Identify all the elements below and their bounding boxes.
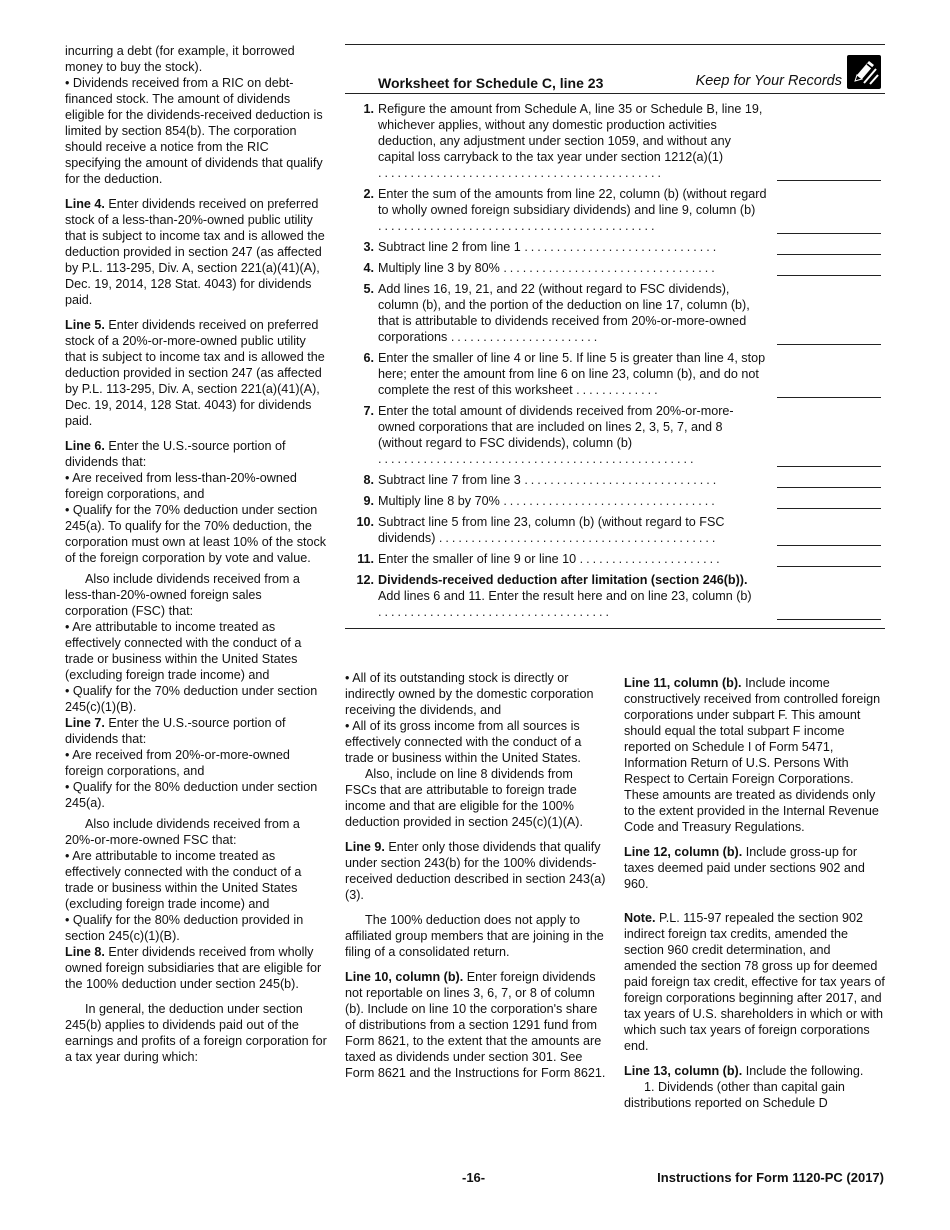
line4-heading: Line 4. (65, 197, 105, 211)
worksheet-line-number: 7. (363, 404, 374, 418)
line6-bullet-2: • Qualify for the 70% deduction under section 245(a). To qualify for the 70% deduction, the corporation must own at least 10% of the stock of the foreign corporation by vote and value. (65, 503, 327, 565)
worksheet-rows (345, 94, 885, 620)
line12-text: Include gross-up for taxes deemed paid under sections 902 and 960. (624, 845, 865, 891)
leader-dots: ............. (576, 383, 661, 397)
keep-for-records: Keep for Your Records (695, 73, 842, 89)
leader-dots: ........................................... (378, 219, 658, 233)
line9-more: The 100% deduction does not apply to affiliated group members that are joining in the filing of a consolidated return. (345, 913, 604, 959)
worksheet-line (345, 101, 768, 181)
worksheet-line (345, 551, 768, 567)
line7-paragraph (65, 715, 327, 747)
worksheet-line (345, 472, 768, 488)
line11-paragraph (624, 675, 886, 835)
line13-heading: Line 13, column (b). (624, 1064, 743, 1078)
line5-text: Enter dividends received on preferred stock of a 20%-or-more-owned public utility that is subject to income tax and is allowed the deduction provided in section 247 (as affected by P.L. 113-295, Div. A, section 221(a)(41)(A), Dec. 19, 2014, 128 Stat. 4043) for dividends paid. (65, 318, 325, 428)
line6-paragraph (65, 438, 327, 470)
worksheet-line (345, 514, 768, 546)
leader-dots: ................................. (503, 494, 718, 508)
worksheet-line-text: Subtract line 2 from line 1 (378, 240, 521, 254)
worksheet-bottom-rule (345, 628, 885, 629)
worksheet-title: Worksheet for Schedule C, line 23 (378, 75, 604, 91)
note-paragraph (624, 910, 886, 1054)
leader-dots: .............................. (524, 240, 720, 254)
worksheet (345, 44, 885, 629)
worksheet-line-text: Subtract line 5 from line 23, column (b) (without regard to FSC dividends) (378, 515, 725, 545)
records-pencil-icon (847, 55, 881, 89)
line8-general: In general, the deduction under section 245(b) applies to dividends paid out of the earnings and profits of a foreign corporation for a tax year during which: (65, 1002, 327, 1064)
line11-heading: Line 11, column (b). (624, 676, 742, 690)
worksheet-line-text: Refigure the amount from Schedule A, line 35 or Schedule B, line 19, whichever applies, without any domestic production activities deduction, any adjustment under section 1059, and without any capital loss carryback to the tax year under section 1212(a)(1) (378, 102, 763, 164)
worksheet-line (345, 260, 768, 276)
answer-field[interactable] (777, 233, 881, 234)
worksheet-line-number: 6. (363, 351, 374, 365)
line8-paragraph (65, 944, 327, 992)
answer-field[interactable] (777, 180, 881, 181)
middle-column (345, 670, 607, 1090)
line8-heading: Line 8. (65, 945, 105, 959)
line13-text: Include the following. (745, 1064, 864, 1078)
leader-dots: ............................................ (378, 166, 664, 180)
line13-item-1: 1. Dividends (other than capital gain distributions reported on Schedule D (624, 1080, 845, 1110)
line6-also: Also include dividends received from a less-than-20%-owned foreign sales corporation (FSC) that: (65, 572, 300, 618)
line6-text: Enter the U.S.-source portion of dividends that: (65, 439, 286, 469)
worksheet-line-text: Enter the smaller of line 4 or line 5. If line 5 is greater than line 4, stop here; enter the amount from line 6 on line 23, column (b), and do not complete the rest of this worksheet (378, 351, 766, 397)
also-include-fsc: Also, include on line 8 dividends from FSCs that are attributable to foreign trade income and that are eligible for the 100% deduction provided in section 245(c)(1)(A). (345, 767, 584, 829)
worksheet-line-number: 5. (363, 282, 374, 296)
note-heading: Note. (624, 911, 656, 925)
leader-dots: ................................................. (378, 452, 697, 466)
leader-dots: ....................... (450, 330, 601, 344)
left-column (65, 43, 327, 1074)
line12-paragraph (624, 844, 886, 892)
paragraph: incurring a debt (for example, it borrowed money to buy the stock). (65, 44, 295, 74)
worksheet-line-number: 1. (363, 102, 374, 116)
bullet-gross-income: • All of its gross income from all sources is effectively connected with the conduct of a trade or business within the United States. (345, 719, 582, 765)
answer-field[interactable] (777, 545, 881, 546)
answer-field[interactable] (777, 466, 881, 467)
answer-field[interactable] (777, 619, 881, 620)
worksheet-line-text: Subtract line 7 from line 3 (378, 473, 521, 487)
bullet-stock-owned: • All of its outstanding stock is directly or indirectly owned by the domestic corporation receiving the dividends, and (345, 671, 594, 717)
line7-bullet-3: • Are attributable to income treated as effectively connected with the conduct of a trade or business within the United States (excluding foreign trade income) and (65, 849, 302, 911)
worksheet-line (345, 239, 768, 255)
line10-paragraph (345, 969, 607, 1081)
worksheet-line-number: 10. (356, 515, 374, 529)
line9-text: Enter only those dividends that qualify under section 243(b) for the 100% dividends-received deduction described in section 243(a)(3). (345, 840, 606, 902)
line13-paragraph (624, 1063, 886, 1079)
line5-paragraph (65, 317, 327, 429)
leader-dots: .................................... (378, 605, 612, 619)
leader-dots: ........................................... (438, 531, 719, 545)
answer-field[interactable] (777, 566, 881, 567)
line11-text: Include income constructively received from controlled foreign corporations under subpart F. This amount should equal the total subpart F income reported on Schedule I of Form 5471, Information Return of U.S. Persons With Respect to Certain Foreign Corporations. These amounts are treated as dividends only to the extent provided in the Internal Revenue Code and Treasury Regulations. (624, 676, 881, 834)
leader-dots: ................................. (503, 261, 718, 275)
line7-heading: Line 7. (65, 716, 105, 730)
leader-dots: ...................... (579, 552, 723, 566)
worksheet-line-number: 8. (363, 473, 374, 487)
worksheet-line-text: Multiply line 8 by 70% (378, 494, 500, 508)
answer-field[interactable] (777, 254, 881, 255)
line9-heading: Line 9. (345, 840, 385, 854)
line6-bullet-4: • Qualify for the 70% deduction under section 245(c)(1)(B). (65, 684, 318, 714)
answer-field[interactable] (777, 487, 881, 488)
answer-field[interactable] (777, 275, 881, 276)
worksheet-line (345, 572, 768, 620)
worksheet-line (345, 281, 768, 345)
worksheet-line-text: Multiply line 3 by 80% (378, 261, 500, 275)
line7-bullet-2: • Qualify for the 80% deduction under section 245(a). (65, 780, 318, 810)
worksheet-line (345, 186, 768, 234)
worksheet-line (345, 403, 768, 467)
worksheet-line-number: 11. (357, 552, 374, 566)
leader-dots: .............................. (524, 473, 720, 487)
worksheet-line-number: 2. (363, 187, 374, 201)
line6-bullet-3: • Are attributable to income treated as effectively connected with the conduct of a trade or business within the United States (excluding foreign trade income) and (65, 620, 302, 682)
worksheet-line-text: Add lines 16, 19, 21, and 22 (without regard to FSC dividends), column (b), and the portion of the deduction on line 17, column (b), that is attributable to dividends received from 20%-or-more-owned corporations (378, 282, 750, 344)
form-title-footer: Instructions for Form 1120-PC (2017) (657, 1170, 884, 1185)
line7-text: Enter the U.S.-source portion of dividends that: (65, 716, 286, 746)
worksheet-line-number: 12. (356, 573, 374, 587)
worksheet-line-bold: Dividends-received deduction after limitation (section 246(b)). (378, 573, 748, 587)
line7-also: Also include dividends received from a 20%-or-more-owned FSC that: (65, 817, 300, 847)
answer-field[interactable] (777, 344, 881, 345)
line10-heading: Line 10, column (b). (345, 970, 464, 984)
worksheet-line-text: Enter the smaller of line 9 or line 10 (378, 552, 577, 566)
answer-field[interactable] (777, 508, 881, 509)
line5-heading: Line 5. (65, 318, 105, 332)
answer-field[interactable] (777, 397, 881, 398)
worksheet-line-text: Enter the sum of the amounts from line 22, column (b) (without regard to wholly owned foreign subsidiary dividends) and line 9, column (b) (378, 187, 767, 217)
worksheet-line-text: Enter the total amount of dividends received from 20%-or-more-owned corporations that are included on lines 2, 3, 5, 7, and 8 (without regard to FSC dividends), column (b) (378, 404, 734, 450)
line6-heading: Line 6. (65, 439, 105, 453)
line7-bullet-1: • Are received from 20%-or-more-owned foreign corporations, and (65, 748, 290, 778)
page-number: -16- (462, 1170, 486, 1185)
line9-paragraph (345, 839, 607, 903)
worksheet-line-number: 4. (363, 261, 374, 275)
right-column (624, 675, 886, 1120)
line7-bullet-4: • Qualify for the 80% deduction provided in section 245(c)(1)(B). (65, 913, 304, 943)
line10-text: Enter foreign dividends not reportable on lines 3, 6, 7, or 8 of column (b). Include on line 10 the corporation's share of distributions from a section 1291 fund from Form 8621, to the extent that the amounts are taxed as dividends under section 301. See Form 8621 and the Instructions for Form 8621. (345, 970, 606, 1080)
note-text: P.L. 115-97 repealed the section 902 indirect foreign tax credits, amended the section 960 credit determination, and amended the section 78 gross up for deemed paid foreign tax credit, effective for tax years of foreign corporations beginning after 2017, and tax years of U.S. shareholders in which or with which such tax years of foreign corporations end. (624, 911, 885, 1053)
line8-text: Enter dividends received from wholly owned foreign subsidiaries that are eligible for the 100% deduction under section 245(b). (65, 945, 322, 991)
line12-heading: Line 12, column (b). (624, 845, 743, 859)
worksheet-line-number: 3. (363, 240, 374, 254)
line4-paragraph (65, 196, 327, 308)
worksheet-line-text: Add lines 6 and 11. Enter the result here and on line 23, column (b) (378, 589, 752, 603)
worksheet-header (345, 45, 885, 94)
worksheet-line-number: 9. (363, 494, 374, 508)
bullet-ric: • Dividends received from a RIC on debt-financed stock. The amount of dividends eligible for the dividends-received deduction is limited by section 854(b). The corporation should receive a notice from the RIC specifying the amount of dividends that qualify for the deduction. (65, 76, 323, 186)
line4-text: Enter dividends received on preferred stock of a less-than-20%-owned public utility that is subject to income tax and is allowed the deduction provided in section 247 (as affected by P.L. 113-295, Div. A, section 221(a)(41)(A), Dec. 19, 2014, 128 Stat. 4043) for dividends paid. (65, 197, 325, 307)
line6-bullet-1: • Are received from less-than-20%-owned foreign corporations, and (65, 471, 297, 501)
worksheet-line (345, 493, 768, 509)
worksheet-line (345, 350, 768, 398)
